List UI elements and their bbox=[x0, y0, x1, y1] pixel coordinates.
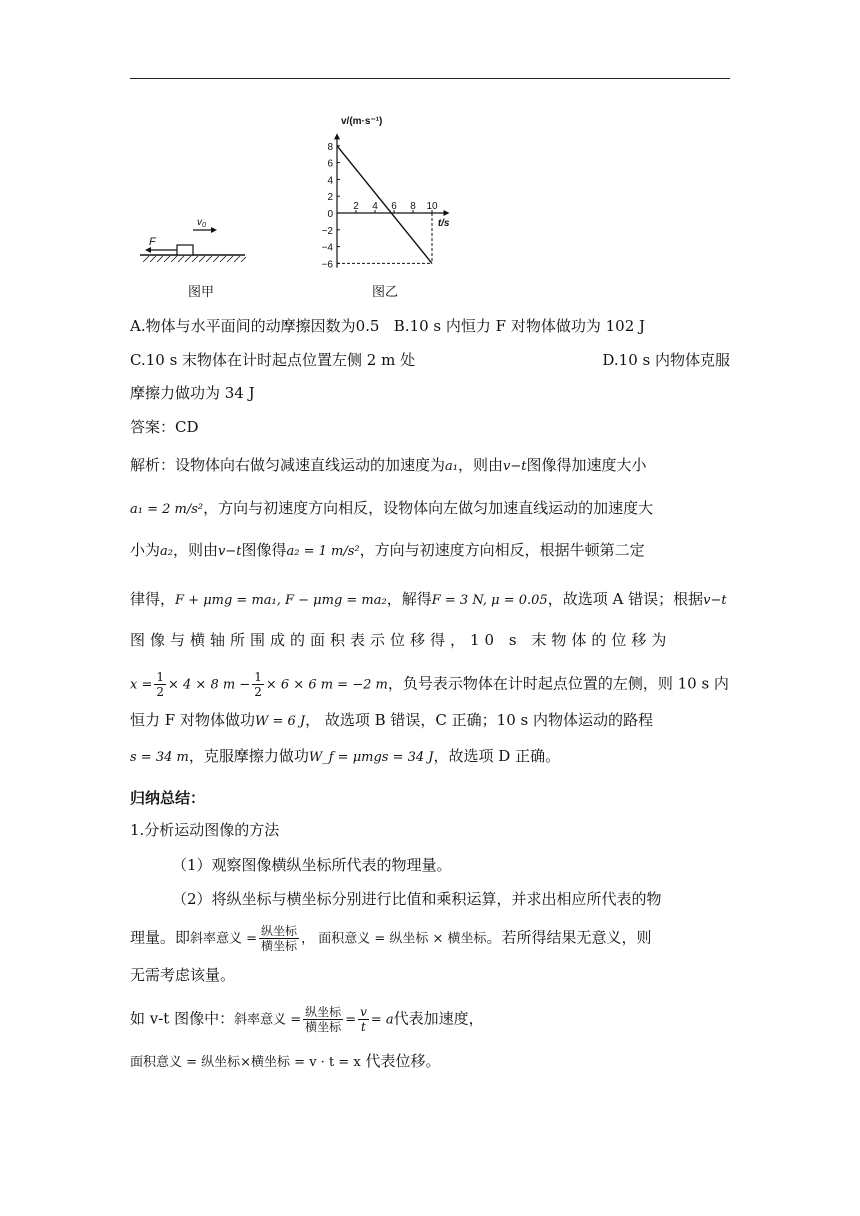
analysis-line-8: s = 34 m，克服摩擦力做功W_f = μmgs = 34 J，故选项 D 正确。 bbox=[130, 747, 561, 765]
option-c: C.10 s 末物体在计时起点位置左侧 2 m 处 bbox=[130, 351, 416, 369]
option-a: A.物体与水平面间的动摩擦因数为0.5 bbox=[130, 317, 380, 335]
analysis-line-5: 图像与横轴所围成的面积表示位移得，10 s 末物体的位移为 bbox=[130, 631, 672, 649]
vt-chart bbox=[315, 110, 485, 275]
v0-label: v bbox=[197, 217, 202, 228]
x-tick-label: 8 bbox=[410, 201, 416, 212]
y-tick-label: 8 bbox=[327, 141, 333, 153]
y-tick-label: −2 bbox=[321, 225, 333, 237]
analysis-line-6: x = $\frac{1}{2}$ × 4 × 8 m − $\frac{1}{2}$ × 6 × 6 m = −2 m，负号表示物体在计时起点位置的左侧，则 10 s 内 bbox=[130, 670, 729, 699]
y-tick-label: 4 bbox=[327, 175, 333, 187]
x-tick-label: 2 bbox=[353, 201, 359, 212]
summary-line-5: 如 v-t 图像中：斜率意义 = $\frac{\text{纵坐标}}{\text{横坐标}}$ = $\frac{v}{t}$ = a代表加速度， bbox=[130, 1005, 484, 1034]
x-tick-label: 10 bbox=[426, 201, 438, 212]
analysis-line-2: a₁ = 2 m/s²，方向与初速度方向相反，设物体向左做匀加速直线运动的加速度大 bbox=[130, 499, 654, 517]
option-b: B.10 s 内恒力 F 对物体做功为 102 J bbox=[393, 317, 646, 335]
analysis-line-1: 解析：设物体向右做匀减速直线运动的加速度为a₁，则由v−t图像得加速度大小 bbox=[130, 456, 647, 474]
x-tick-label: 4 bbox=[372, 201, 378, 212]
option-d-line2: 摩擦力做功为 34 J bbox=[130, 384, 255, 402]
y-tick-label: 2 bbox=[327, 192, 333, 204]
summary-line-3: 理量。即斜率意义 = $\frac{\text{纵坐标}}{\text{横坐标}}$ ， 面积意义 = 纵坐标 × 横坐标。若所得结果无意义，则 bbox=[130, 924, 652, 953]
x-tick-label: 6 bbox=[391, 201, 397, 212]
analysis-line-3: 小为a₂，则由v−t图像得a₂ = 1 m/s²，方向与初速度方向相反，根据牛顿第二定 bbox=[130, 541, 645, 559]
y-tick-label: −4 bbox=[321, 242, 333, 254]
x-axis-arrow bbox=[444, 210, 450, 216]
analysis-line-4: 律得，F + μmg = ma₁, F − μmg = ma₂，解得F = 3 N, μ = 0.05，故选项 A 错误；根据v−t bbox=[130, 590, 727, 608]
analysis-line-7: 恒力 F 对物体做功W = 6 J， 故选项 B 错误，C 正确；10 s 内物体运动的路程 bbox=[130, 711, 653, 729]
y-tick-label: −6 bbox=[321, 259, 333, 271]
summary-line-4: 无需考虑该量。 bbox=[130, 966, 236, 984]
summary-item-1: 1.分析运动图像的方法 bbox=[130, 821, 280, 839]
v0-subscript: 0 bbox=[202, 222, 206, 229]
block bbox=[177, 245, 193, 255]
y-tick-label: 0 bbox=[327, 209, 333, 220]
options-row-1 bbox=[130, 316, 730, 336]
summary-heading: 归纳总结： bbox=[130, 789, 206, 807]
options-row-2 bbox=[130, 350, 730, 370]
header-rule bbox=[130, 78, 730, 79]
caption-yi: 图乙 bbox=[372, 285, 399, 300]
option-d-line1: D.10 s 内物体克服 bbox=[602, 351, 730, 369]
force-label: F bbox=[149, 236, 156, 248]
summary-sub-2: （2）将纵坐标与横坐标分别进行比值和乘积运算，并求出相应所代表的物 bbox=[172, 890, 662, 908]
y-axis-arrow bbox=[334, 133, 340, 139]
summary-line-6: 面积意义 = 纵坐标×横坐标 = v · t = x 代表位移。 bbox=[130, 1052, 441, 1070]
summary-sub-1: （1）观察图像横纵坐标所代表的物理量。 bbox=[172, 856, 452, 874]
velocity-line bbox=[337, 146, 432, 264]
answer: 答案：CD bbox=[130, 418, 199, 436]
x-axis-label: t/s bbox=[437, 218, 450, 229]
svg-text:v0 bbox=[197, 217, 206, 229]
y-axis-label: v/(m·s⁻¹) bbox=[341, 116, 383, 127]
y-tick-label: 6 bbox=[327, 158, 333, 170]
caption-jia: 图甲 bbox=[188, 285, 215, 300]
